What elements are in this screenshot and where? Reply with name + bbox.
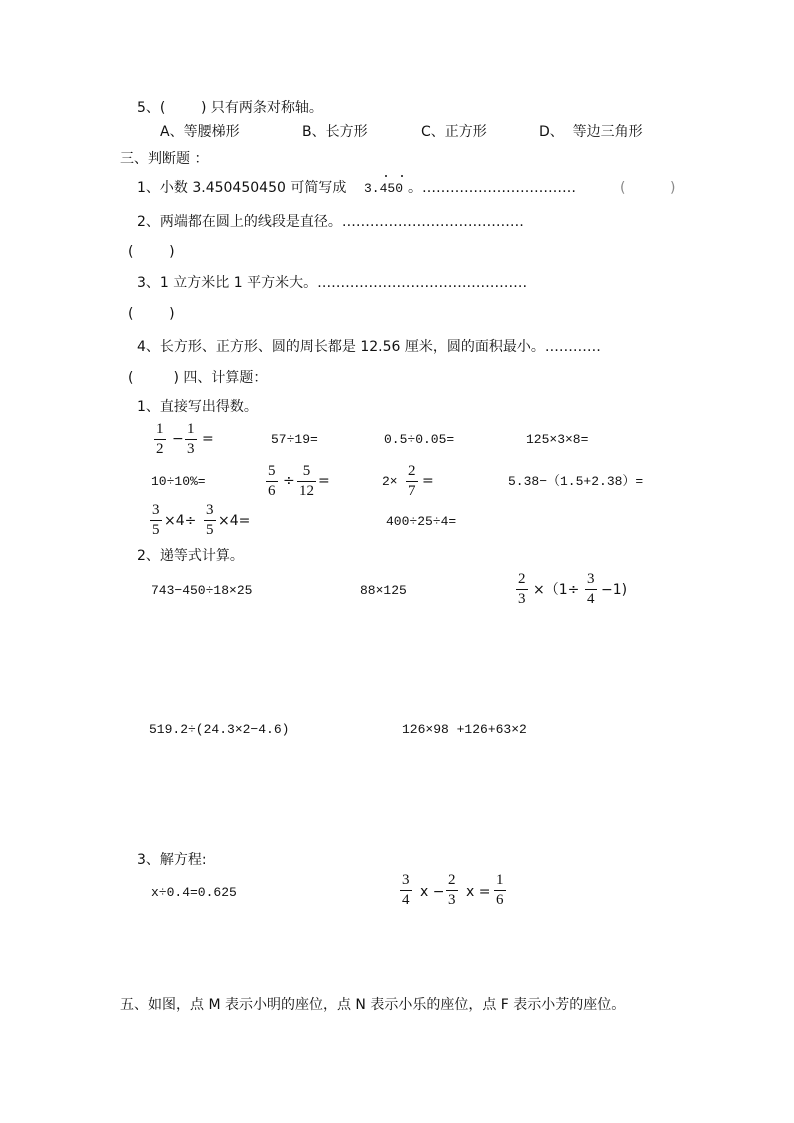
- judge-4-answer-and-section4-title: ( ) 四、计算题：: [128, 370, 268, 386]
- expr-125x3x8: 125×3×8=: [526, 432, 589, 447]
- minus-sign: −: [172, 431, 184, 447]
- x-minus: x −: [420, 884, 445, 900]
- expr-5.38-minus: 5.38−（1.5+2.38）=: [508, 474, 644, 489]
- fraction-1-2: 1 2: [156, 421, 164, 457]
- expr-57-div-19: 57÷19=: [271, 432, 318, 447]
- equation-1: x÷0.4=0.625: [151, 885, 237, 900]
- expr-2-times: 2×: [382, 474, 398, 489]
- section5-text: 五、如图，点 M 表示小明的座位，点 N 表示小乐的座位，点 F 表示小芳的座位。: [120, 997, 626, 1013]
- fraction-3-5: 3 5: [152, 502, 160, 538]
- judge-1-text: 1、小数 3.450450450 可简写成: [137, 180, 347, 196]
- q5-stem: 5、( ) 只有两条对称轴。: [137, 100, 323, 116]
- judge-1-dots: 。……………………………: [408, 180, 576, 196]
- repeat-dot-1: [385, 175, 387, 177]
- fraction-3-5: 3 5: [206, 502, 214, 538]
- calc-times-paren: ×（1÷: [533, 582, 580, 598]
- expr-0.5-div-0.05: 0.5÷0.05=: [384, 432, 455, 447]
- fraction-1-3: 1 3: [187, 421, 195, 457]
- judge-4-text: 4、长方形、正方形、圆的周长都是 12.56 厘米，圆的面积最小。…………: [137, 339, 601, 355]
- equals-sign: =: [202, 431, 214, 447]
- calc-88x125: 88×125: [360, 583, 407, 598]
- judge-2-text: 2、两端都在圆上的线段是直径。…………………………………: [137, 214, 524, 230]
- fraction-2-3: 2 3: [518, 571, 526, 607]
- calc-minus-1: −1): [601, 582, 628, 598]
- part3-title: 3、解方程:: [137, 852, 207, 868]
- repeat-dot-2: [401, 175, 403, 177]
- q5-option-b: B、长方形: [302, 124, 368, 140]
- q5-option-d: D、 等边三角形: [539, 124, 643, 140]
- fraction-1-6: 1 6: [496, 872, 504, 908]
- expr-10-div-10pct: 10÷10%=: [151, 474, 206, 489]
- equals-sign: =: [318, 473, 330, 489]
- equals-sign: =: [422, 473, 434, 489]
- fraction-5-12: 5 12: [299, 463, 314, 499]
- fraction-3-4: 3 4: [587, 571, 595, 607]
- divide-sign: ÷: [283, 473, 295, 489]
- judge-1-value: 3.450: [364, 181, 404, 196]
- calc-519.2: 519.2÷(24.3×2−4.6): [149, 722, 290, 737]
- fraction-5-6: 5 6: [268, 463, 276, 499]
- judge-2-answer-blank[interactable]: ( ): [128, 244, 175, 260]
- part2-title: 2、递等式计算。: [137, 548, 244, 564]
- q5-option-a: A、等腰梯形: [160, 124, 240, 140]
- judge-3-answer-blank[interactable]: ( ): [128, 306, 175, 322]
- calc-743: 743−450÷18×25: [151, 583, 253, 598]
- part1-title: 1、直接写出得数。: [137, 399, 258, 415]
- judge-3-text: 3、1 立方米比 1 平方米大。………………………………………: [137, 275, 528, 291]
- fraction-2-3: 2 3: [448, 872, 456, 908]
- judge-1-answer-blank[interactable]: ( ): [620, 180, 676, 196]
- times-4-equals: ×4=: [218, 513, 251, 529]
- x-equals: x =: [466, 884, 491, 900]
- fraction-2-7: 2 7: [408, 463, 416, 499]
- section3-title: 三、判断题 ：: [120, 151, 209, 167]
- calc-126x98: 126×98 +126+63×2: [402, 722, 527, 737]
- q5-option-c: C、正方形: [421, 124, 487, 140]
- times-4-divide: ×4÷: [164, 513, 197, 529]
- fraction-3-4: 3 4: [402, 872, 410, 908]
- expr-400-div-25-div-4: 400÷25÷4=: [386, 514, 457, 529]
